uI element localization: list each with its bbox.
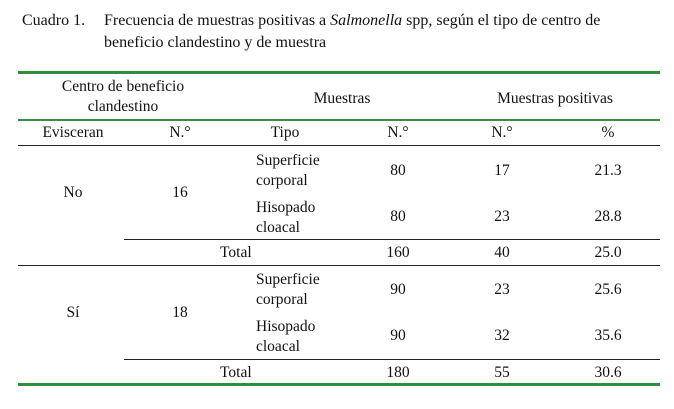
- caption-line2: beneficio clandestino y de muestra: [104, 34, 327, 51]
- header-evisceran: Evisceran: [42, 124, 104, 141]
- tipo-line1: Superficie: [256, 152, 320, 169]
- tipo-line2: corporal: [256, 291, 308, 308]
- group-n-centros-no: 16: [172, 184, 188, 201]
- cell-porcentaje: 35.6: [594, 327, 622, 344]
- tipo-line2: corporal: [256, 172, 308, 189]
- header-porcentaje: %: [601, 124, 615, 141]
- tipo-line1: Hisopado: [256, 318, 316, 335]
- table-top-rule: [18, 71, 660, 74]
- cell-positivas: 23: [494, 281, 510, 298]
- cell-n: 90: [390, 281, 406, 298]
- group-separator-rule: [18, 265, 660, 266]
- header-centro-line1: Centro de beneficio: [61, 78, 185, 95]
- tipo-line2: cloacal: [256, 219, 300, 236]
- total-n-no: 160: [386, 244, 410, 261]
- tipo-superficie-corporal-si: [256, 270, 320, 310]
- total-rule-si: [124, 359, 660, 360]
- header-muestras-positivas: Muestras positivas: [497, 90, 613, 107]
- cell-porcentaje: 28.8: [594, 208, 622, 225]
- header-n-positivas: N.°: [491, 124, 513, 141]
- total-label-si: Total: [220, 364, 252, 381]
- cell-porcentaje: 25.6: [594, 281, 622, 298]
- cell-n: 80: [390, 208, 406, 225]
- header-muestras: Muestras: [313, 90, 371, 107]
- header-centro: [18, 77, 228, 117]
- caption-text-after: spp, según el tipo de centro de: [402, 12, 601, 29]
- tipo-hisopado-cloacal-si: [256, 317, 315, 357]
- header-n-muestras: N.°: [387, 124, 409, 141]
- group-evisceran-no: No: [63, 184, 83, 201]
- cell-positivas: 23: [494, 208, 510, 225]
- tipo-line2: cloacal: [256, 338, 300, 355]
- caption-label: Cuadro 1.: [22, 12, 86, 29]
- total-positivas-si: 55: [494, 364, 510, 381]
- caption-organism: Salmonella: [330, 12, 403, 29]
- total-label-no: Total: [220, 244, 252, 261]
- total-rule-no: [124, 239, 660, 240]
- header-group-rule: [18, 119, 660, 121]
- header-tipo: Tipo: [270, 124, 300, 141]
- caption-text-before: Frecuencia de muestras positivas a: [104, 12, 331, 29]
- total-porcentaje-no: 25.0: [594, 244, 622, 261]
- tipo-line1: Superficie: [256, 271, 320, 288]
- table-bottom-rule: [18, 383, 660, 386]
- tipo-hisopado-cloacal-no: [256, 198, 315, 238]
- header-n-centros: N.°: [169, 124, 191, 141]
- cell-n: 90: [390, 327, 406, 344]
- tipo-line1: Hisopado: [256, 199, 316, 216]
- total-porcentaje-si: 30.6: [594, 364, 622, 381]
- header-bottom-rule: [18, 145, 660, 146]
- total-positivas-no: 40: [494, 244, 510, 261]
- header-centro-line2: clandestino: [87, 98, 159, 115]
- cell-positivas: 32: [494, 327, 510, 344]
- table-caption: [22, 10, 662, 54]
- total-n-si: 180: [386, 364, 410, 381]
- group-n-centros-si: 18: [172, 304, 188, 321]
- group-evisceran-si: Sí: [66, 304, 80, 321]
- cell-positivas: 17: [494, 162, 510, 179]
- cell-porcentaje: 21.3: [594, 162, 622, 179]
- tipo-superficie-corporal-no: [256, 151, 320, 191]
- cell-n: 80: [390, 162, 406, 179]
